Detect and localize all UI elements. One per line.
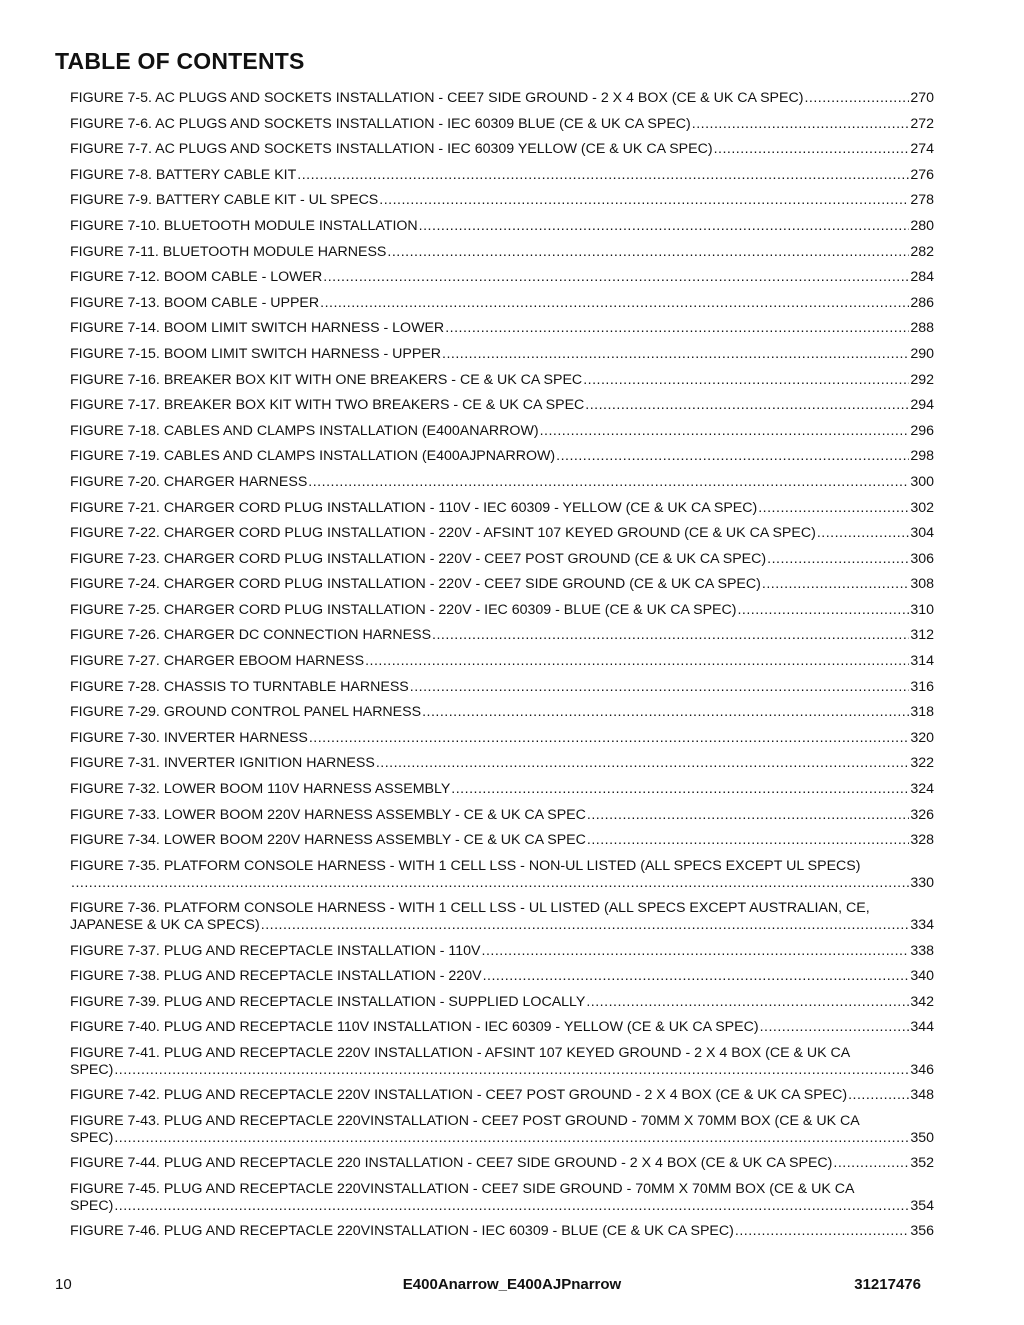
toc-entry-title: FIGURE 7-26. CHARGER DC CONNECTION HARNESS [70, 627, 432, 644]
toc-entry-title: FIGURE 7-24. CHARGER CORD PLUG INSTALLATION - 220V - CEE7 SIDE GROUND (CE & UK CA SPEC) [70, 576, 761, 593]
toc-entry-title: FIGURE 7-42. PLUG AND RECEPTACLE 220V INSTALLATION - CEE7 POST GROUND - 2 X 4 BOX (CE & UK CA SPEC) [70, 1087, 848, 1104]
dot-leader [758, 500, 909, 517]
toc-entry-page: 346 [910, 1061, 934, 1078]
toc-entry[interactable] [70, 192, 934, 209]
toc-entry[interactable] [70, 679, 934, 696]
dot-leader [297, 167, 909, 184]
toc-entry-title-line: FIGURE 7-43. PLUG AND RECEPTACLE 220VINSTALLATION - CEE7 POST GROUND - 70MM X 70MM BOX (CE & UK CA [70, 1112, 860, 1129]
toc-entry[interactable] [70, 167, 934, 184]
toc-entry-page: 294 [910, 397, 934, 414]
toc-entry[interactable] [70, 346, 934, 363]
toc-entry-title: FIGURE 7-46. PLUG AND RECEPTACLE 220VINSTALLATION - IEC 60309 - BLUE (CE & UK CA SPEC) [70, 1223, 734, 1240]
dot-leader [735, 1223, 909, 1240]
toc-entry[interactable] [70, 1087, 934, 1104]
toc-entry[interactable] [70, 295, 934, 312]
toc-entry-title: SPEC) [70, 1197, 114, 1214]
toc-entry[interactable] [70, 1223, 934, 1240]
toc-entry-page: 288 [910, 320, 934, 337]
toc-entry-page: 340 [910, 968, 934, 985]
toc-entry-page: 324 [910, 781, 934, 798]
toc-entry-page: 300 [910, 473, 934, 490]
dot-leader [114, 1198, 909, 1215]
toc-entry-title-line: FIGURE 7-36. PLATFORM CONSOLE HARNESS - WITH 1 CELL LSS - UL LISTED (ALL SPECS EXCEPT AUSTRALIAN, CE, [70, 900, 870, 917]
toc-entry[interactable] [70, 653, 934, 670]
toc-entry-page: 326 [910, 806, 934, 823]
dot-leader [114, 1062, 909, 1079]
toc-entry-title: FIGURE 7-16. BREAKER BOX KIT WITH ONE BREAKERS - CE & UK CA SPEC [70, 371, 583, 388]
toc-entry[interactable] [70, 1181, 934, 1215]
dot-leader [762, 576, 909, 593]
dot-leader [451, 781, 909, 798]
toc-entry[interactable] [70, 627, 934, 644]
toc-entry-page: 284 [910, 269, 934, 286]
dot-leader [71, 875, 909, 892]
dot-leader [587, 832, 909, 849]
toc-entry-title: FIGURE 7-31. INVERTER IGNITION HARNESS [70, 755, 375, 772]
toc-entry-page: 344 [910, 1019, 934, 1036]
toc-entry-title: FIGURE 7-40. PLUG AND RECEPTACLE 110V INSTALLATION - IEC 60309 - YELLOW (CE & UK CA SPEC) [70, 1019, 759, 1036]
toc-entry-page: 352 [910, 1155, 934, 1172]
toc-entry[interactable] [70, 1113, 934, 1147]
dot-leader [587, 807, 909, 824]
toc-entry-title: FIGURE 7-27. CHARGER EBOOM HARNESS [70, 653, 365, 670]
toc-entry-title: FIGURE 7-17. BREAKER BOX KIT WITH TWO BREAKERS - CE & UK CA SPEC [70, 397, 585, 414]
dot-leader [419, 218, 910, 235]
toc-entry[interactable] [70, 474, 934, 491]
toc-entry-page: 292 [910, 371, 934, 388]
toc-entry-page: 302 [910, 499, 934, 516]
toc-entry-page: 296 [910, 422, 934, 439]
dot-leader [379, 192, 909, 209]
dot-leader [817, 525, 910, 542]
toc-entry[interactable] [70, 832, 934, 849]
toc-entry-page: 282 [910, 243, 934, 260]
toc-entry-title: FIGURE 7-12. BOOM CABLE - LOWER [70, 269, 323, 286]
toc-entry[interactable] [70, 423, 934, 440]
toc-entry-title: FIGURE 7-29. GROUND CONTROL PANEL HARNESS [70, 704, 422, 721]
toc-entry-title: FIGURE 7-22. CHARGER CORD PLUG INSTALLATION - 220V - AFSINT 107 KEYED GROUND (CE & UK CA SPEC) [70, 525, 816, 542]
page-title: TABLE OF CONTENTS [55, 48, 305, 74]
toc-entry-page: 350 [910, 1129, 934, 1146]
dot-leader [833, 1155, 909, 1172]
toc-entry-title: FIGURE 7-10. BLUETOOTH MODULE INSTALLATION [70, 217, 418, 234]
toc-entry[interactable] [70, 141, 934, 158]
toc-entry-page: 304 [910, 525, 934, 542]
toc-entry[interactable] [70, 730, 934, 747]
dot-leader [482, 943, 910, 960]
toc-entry-title: FIGURE 7-13. BOOM CABLE - UPPER [70, 294, 320, 311]
dot-leader [483, 968, 910, 985]
toc-entry[interactable] [70, 116, 934, 133]
dot-leader [308, 474, 909, 491]
dot-leader [114, 1130, 909, 1147]
toc-entry-title: FIGURE 7-25. CHARGER CORD PLUG INSTALLATION - 220V - IEC 60309 - BLUE (CE & UK CA SPEC) [70, 601, 737, 618]
toc-entry-page: 290 [910, 345, 934, 362]
toc-entry-page: 276 [910, 166, 934, 183]
dot-leader [692, 116, 910, 133]
toc-entry[interactable] [70, 525, 934, 542]
dot-leader [583, 372, 909, 389]
toc-entry-title-line: FIGURE 7-41. PLUG AND RECEPTACLE 220V INSTALLATION - AFSINT 107 KEYED GROUND - 2 X 4 BOX (CE & UK CA [70, 1044, 851, 1061]
toc-entry[interactable] [70, 807, 934, 824]
toc-entry-page: 312 [910, 627, 934, 644]
toc-entry[interactable] [70, 1045, 934, 1079]
dot-leader [261, 917, 910, 934]
toc-entry[interactable] [70, 269, 934, 286]
toc-entry[interactable] [70, 500, 934, 517]
toc-entry-title: FIGURE 7-15. BOOM LIMIT SWITCH HARNESS - UPPER [70, 345, 442, 362]
toc-entry-title: FIGURE 7-32. LOWER BOOM 110V HARNESS ASSEMBLY [70, 781, 451, 798]
footer-page-number: 10 [55, 1276, 72, 1293]
dot-leader [585, 397, 909, 414]
toc-entry[interactable] [70, 576, 934, 593]
toc-entry-page: 286 [910, 294, 934, 311]
toc-entry-page: 274 [910, 141, 934, 158]
toc-entry-title: FIGURE 7-9. BATTERY CABLE KIT - UL SPECS [70, 192, 379, 209]
toc-entry-title: FIGURE 7-38. PLUG AND RECEPTACLE INSTALLATION - 220V [70, 968, 482, 985]
toc-entry[interactable] [70, 704, 934, 721]
toc-entry[interactable] [70, 244, 934, 261]
toc-entry-title: FIGURE 7-8. BATTERY CABLE KIT [70, 166, 297, 183]
toc-entry-page: 316 [910, 678, 934, 695]
toc-entry-page: 338 [910, 942, 934, 959]
toc-entry[interactable] [70, 943, 934, 960]
toc-entry-title: FIGURE 7-28. CHASSIS TO TURNTABLE HARNESS [70, 678, 409, 695]
toc-entry-title: FIGURE 7-44. PLUG AND RECEPTACLE 220 INSTALLATION - CEE7 SIDE GROUND - 2 X 4 BOX (CE & UK CA SPEC) [70, 1155, 833, 1172]
toc-entry-page: 330 [910, 874, 934, 891]
toc-entry-page: 342 [910, 993, 934, 1010]
toc-list [70, 90, 934, 1249]
toc-entry[interactable] [70, 372, 934, 389]
toc-entry-title: SPEC) [70, 1061, 114, 1078]
toc-entry-title: FIGURE 7-7. AC PLUGS AND SOCKETS INSTALLATION - IEC 60309 YELLOW (CE & UK CA SPEC) [70, 141, 713, 158]
toc-entry-title: FIGURE 7-30. INVERTER HARNESS [70, 729, 308, 746]
toc-entry-page: 270 [910, 90, 934, 106]
toc-entry-title: FIGURE 7-33. LOWER BOOM 220V HARNESS ASSEMBLY - CE & UK CA SPEC [70, 806, 586, 823]
toc-entry-page: 306 [910, 550, 934, 567]
toc-entry[interactable] [70, 1019, 934, 1036]
toc-entry-page: 348 [910, 1087, 934, 1104]
toc-entry[interactable] [70, 448, 934, 465]
dot-leader [767, 551, 909, 568]
dot-leader [445, 320, 909, 337]
toc-entry[interactable] [70, 602, 934, 619]
dot-leader [804, 90, 909, 107]
toc-entry-title: FIGURE 7-18. CABLES AND CLAMPS INSTALLATION (E400ANARROW) [70, 422, 539, 439]
toc-entry-page: 328 [910, 832, 934, 849]
footer-part-number: 31217476 [854, 1276, 921, 1293]
toc-entry[interactable] [70, 781, 934, 798]
toc-entry-title: SPEC) [70, 1129, 114, 1146]
toc-entry-page: 356 [910, 1223, 934, 1240]
toc-entry[interactable] [70, 218, 934, 235]
toc-entry-page: 334 [910, 917, 934, 934]
dot-leader [556, 448, 909, 465]
toc-entry[interactable] [70, 994, 934, 1011]
toc-entry[interactable] [70, 858, 934, 892]
dot-leader [422, 704, 909, 721]
toc-entry-title: FIGURE 7-14. BOOM LIMIT SWITCH HARNESS - LOWER [70, 320, 445, 337]
toc-entry-page: 314 [910, 653, 934, 670]
toc-entry-page: 272 [910, 115, 934, 132]
toc-entry[interactable] [70, 397, 934, 414]
dot-leader [320, 295, 909, 312]
toc-entry-page: 320 [910, 729, 934, 746]
toc-entry-title-line: FIGURE 7-35. PLATFORM CONSOLE HARNESS - WITH 1 CELL LSS - NON-UL LISTED (ALL SPECS EXCEPT UL SPECS) [70, 857, 861, 874]
toc-entry-page: 322 [910, 755, 934, 772]
toc-entry-title: FIGURE 7-5. AC PLUGS AND SOCKETS INSTALLATION - CEE7 SIDE GROUND - 2 X 4 BOX (CE & UK CA SPEC) [70, 90, 804, 106]
toc-entry-title: FIGURE 7-23. CHARGER CORD PLUG INSTALLATION - 220V - CEE7 POST GROUND (CE & UK CA SPEC) [70, 550, 767, 567]
toc-entry-page: 280 [910, 217, 934, 234]
dot-leader [323, 269, 909, 286]
toc-entry[interactable] [70, 968, 934, 985]
dot-leader [714, 141, 910, 158]
toc-entry-page: 298 [910, 448, 934, 465]
dot-leader [387, 244, 909, 261]
toc-entry-title: FIGURE 7-39. PLUG AND RECEPTACLE INSTALLATION - SUPPLIED LOCALLY [70, 993, 586, 1010]
toc-entry-page: 354 [910, 1197, 934, 1214]
toc-entry-title: FIGURE 7-20. CHARGER HARNESS [70, 473, 308, 490]
dot-leader [432, 627, 909, 644]
toc-entry-title: FIGURE 7-19. CABLES AND CLAMPS INSTALLATION (E400AJPNARROW) [70, 448, 556, 465]
toc-entry-title: FIGURE 7-34. LOWER BOOM 220V HARNESS ASSEMBLY - CE & UK CA SPEC [70, 832, 586, 849]
toc-entry-title: FIGURE 7-11. BLUETOOTH MODULE HARNESS [70, 243, 387, 260]
toc-entry-title: FIGURE 7-37. PLUG AND RECEPTACLE INSTALLATION - 110V [70, 942, 481, 959]
dot-leader [376, 755, 910, 772]
toc-entry[interactable] [70, 755, 934, 772]
dot-leader [848, 1087, 909, 1104]
dot-leader [586, 994, 909, 1011]
toc-entry[interactable] [70, 320, 934, 337]
toc-entry-page: 318 [910, 704, 934, 721]
toc-entry-title: FIGURE 7-21. CHARGER CORD PLUG INSTALLATION - 110V - IEC 60309 - YELLOW (CE & UK CA SPEC) [70, 499, 758, 516]
dot-leader [442, 346, 909, 363]
toc-entry[interactable] [70, 90, 934, 107]
toc-entry-title-line: FIGURE 7-45. PLUG AND RECEPTACLE 220VINSTALLATION - CEE7 SIDE GROUND - 70MM X 70MM BOX (CE & UK CA [70, 1180, 855, 1197]
toc-entry-title: FIGURE 7-6. AC PLUGS AND SOCKETS INSTALLATION - IEC 60309 BLUE (CE & UK CA SPEC) [70, 115, 691, 132]
dot-leader [760, 1019, 910, 1036]
dot-leader [410, 679, 910, 696]
toc-entry-page: 278 [910, 192, 934, 209]
dot-leader [540, 423, 910, 440]
toc-entry-page: 308 [910, 576, 934, 593]
dot-leader [737, 602, 909, 619]
toc-entry-title: JAPANESE & UK CA SPECS) [70, 917, 260, 934]
toc-entry[interactable] [70, 551, 934, 568]
toc-entry[interactable] [70, 900, 934, 934]
footer-document-name: E400Anarrow_E400AJPnarrow [402, 1276, 622, 1293]
toc-entry[interactable] [70, 1155, 934, 1172]
dot-leader [309, 730, 910, 747]
toc-entry-page: 310 [910, 601, 934, 618]
dot-leader [365, 653, 909, 670]
